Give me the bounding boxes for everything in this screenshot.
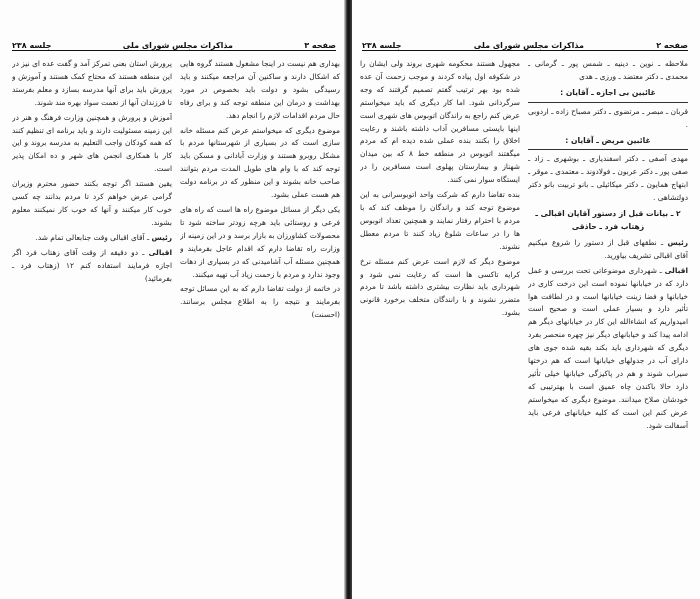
paragraph [360,58,520,187]
paragraph-text: یقین هستند اگر توجه بکنند حضور محترم وزیران گرامی عرض خواهم کرد تا مردم بدانند چه کسی خوب کار میکنند و آنها که خوب کار نمیکنند معلوم بشوند. [12,179,172,227]
paragraph [180,125,340,202]
paragraph [180,58,340,123]
paragraph [180,204,340,281]
section-heading: ۲ ـ بیانات قبل از دستور آقایان اقبالی ـ زهتاب فرد ـ حاذقی [535,209,681,231]
speaker-name: اقبالی [148,247,172,257]
section-heading: غائبین بی اجازه ـ آقایان : [528,87,688,103]
section-heading: غائبین مریض ـ آقایان : [528,135,688,151]
left-page [0,0,346,599]
paragraph [12,112,172,177]
paragraph-text: ـ شهرداری موضوعاتی تحت بررسی و عمل دارد که در خیابانها نموده است این درخت کاری در خیابانها و فضا زینت خیابانها است و در لطافت هوا تأثیر دارد و بسیار عملی است و صحیح است امیدواریم که انشاءالله این کار در خیابانهای دیگر هم ادامه پیدا کند و خیابانهای دیگر نیز چهره منحصر بفرد دیگری که شهرداری باید بکند بقیه شده جوی های دارای آب در جدولهای خیابانها است که هم درختها سیراب شوند و هم در پاکیزگی خیابانها خیلی تأثیر دارد حالا باکندن چاه عمیق است با بهترتیبی که خودشان صلاح میدانند. موضوع دیگری که میخواستم عرض کنم این است که کلیه خیابانهای فرعی باید آسفالت شود. [528,265,688,430]
text-column-right [180,58,340,591]
page-header [12,36,336,51]
page-number: صفحه ۳ [304,41,336,50]
paragraph [528,106,688,132]
text-column-right [528,58,688,591]
paragraph-text: مجهول هستند محکومه شهری بروند ولی ایشان را در شکوفه اول پیاده کردند و موجب زحمت آن عده شده بود بهر ترتیب گفتم تصمیم گرفتند که وجه سرگردانی شود. اما کار دیگری که باید میخواستم عرض کنم راجع به راندگان اتوبوس های شهری است اینها بایستی مسافرین آداب داشته باشند و رعایت اخلاق را بکنند بنده عملی شده دیده ام که مردم میگفتند اتوبوس در منطقه خط ۸ که بین میدان شهناز و بیمارستان پهلوی است مسافرین را در ایستگاه سوار نمی کنند. [360,59,520,185]
speaker-name: رئیس [667,237,688,247]
page-header [362,36,688,51]
paragraph-text: موضوع دیگر که لازم است عرض کنم مسئله نرخ کرایه تاکسی ها است که رعایت نمی شود و شهرداری باید نظارت بیشتری داشته باشد تا مردم متضرر نشوند و با رانندگان متخلف برخورد قانونی بشود. [360,256,520,318]
text-column-left [12,58,172,591]
paragraph-text: مهدی آصفی ـ دکتر اسفندیاری ـ بوشهری ـ زاد ـ صفی پور ـ دکتر عربون ـ فولادوند ـ معتمدی ـ موقر ـ ابتهاج همایون ـ دکتر میکائیلی ـ بانو تربیت بانو دکتر دولتشاهی . [528,154,688,203]
paragraph-text: یکی دیگر از مسائل موضوع راه ها است که راه های فرعی و روستائی باید هرچه زودتر ساخته شود تا محصولات کشاورزان به بازار برسد و در این زمینه از وزارت راه تقاضا دارم که اقدام عاجل بفرمایند و همچنین مسئله آب آشامیدنی که در بسیاری از دهات وجود ندارد و مردم با زحمت زیاد آب تهیه میکنند. [180,204,340,279]
paragraph-text: قربان ـ مبصر ـ مرتضوی ـ دکتر مصباح زاده ـ اردوبی . [528,106,688,129]
text-column-left [360,58,520,591]
page-number: صفحه ۲ [656,41,688,50]
paragraph-text: آموزش و پرورش و همچنین وزارت فرهنگ و هنر در این زمینه مسئولیت دارند و باید برنامه ای تنظیم کنند که همه کودکان واجب التعلیم به مدرسه بروند و این کار با همکاری انجمن های شهر و ده امکان پذیر است. [12,112,172,174]
paragraph [528,58,688,84]
right-page [352,0,700,599]
speaker-name: اقبالی [664,265,688,275]
paragraph-text: موضوع دیگری که میخواستم عرض کنم مسئله خانه سازی است که در بسیاری از شهرستانها مردم با مشکل روبرو هستند و وزارت آبادانی و مسکن باید توجه کند که با وام های طویل المدت مردم بتوانند صاحب خانه بشوند و این منظور که در برنامه دولت هم هست عملی بشود. [180,125,340,200]
paragraph [360,189,520,254]
paragraph-text: بنده تقاضا دارم که شرکت واحد اتوبوسرانی به این موضوع توجه کند و راندگان را موظف کند که با مردم با احترام رفتار نمایند و همچنین تعداد اتوبوس ها را در ساعات شلوغ زیاد کنند تا مردم معطل نشوند. [360,190,520,251]
paragraph-text: در خاتمه از دولت تقاضا دارم که به این مسائل توجه بفرمایند و نتیجه را به اطلاع مجلس برسانند. (احسنت) [180,284,340,320]
paragraph [12,178,172,230]
paragraph-text: بهداری هم نیست در اینجا مشغول هستند گروه هایی که اشکال دارند و ساکنین آن مراجعه میکنند و باید رسیدگی بشود و دولت باید بخصوص در مورد بهداشت و درمان این منطقه توجه کند و برای رفاه حال مردم اقدامات لازم را انجام دهد. [180,59,340,120]
paragraph [12,247,172,286]
paragraph [528,265,688,433]
paragraph-text: ملاحظه ـ نوین ـ دینیه ـ شمس پور ـ گرمانی ـ محمدی ـ دکتر معتضد ـ ورزی ـ هدی [528,59,688,81]
paragraph [180,283,340,322]
paragraph-text: پرورش استان بعنی تمرکز آمد و گفت عده ای نیز در این منطقه هستند که محتاج کمک هستند و آموزش و پرورش باید برای آنها مدرسه بسازد و معلم بفرستد تا فرزندان آنها از نعمت سواد بهره مند شوند. [12,59,172,107]
session-number: جلسه ۲۳۸ [362,41,402,50]
paragraph [528,153,688,205]
paragraph-text: ـ نطقهای قبل از دستور را شروع میکنیم آقای اقبالی تشریف بیاورید. [528,237,688,260]
speaker-name: رئیس [151,232,172,242]
paragraph-text: ـ دو دقیقه از وقت آقای زهتاب فرد اگر اجازه فرمایند استفاده کنم ۱۲ (زهتاب فرد ـ بفرمائید) [12,247,172,283]
publication-title: مذاکرات مجلس شورای ملی [122,41,233,50]
paragraph [360,256,520,321]
paragraph-text: ـ آقای اقبالی وقت جنابعالی تمام شد. [35,232,152,242]
paragraph [528,237,688,263]
session-number: جلسه ۲۳۸ [12,41,52,50]
paragraph [12,232,172,245]
publication-title: مذاکرات مجلس شورای ملی [473,41,584,50]
paragraph [12,58,172,110]
